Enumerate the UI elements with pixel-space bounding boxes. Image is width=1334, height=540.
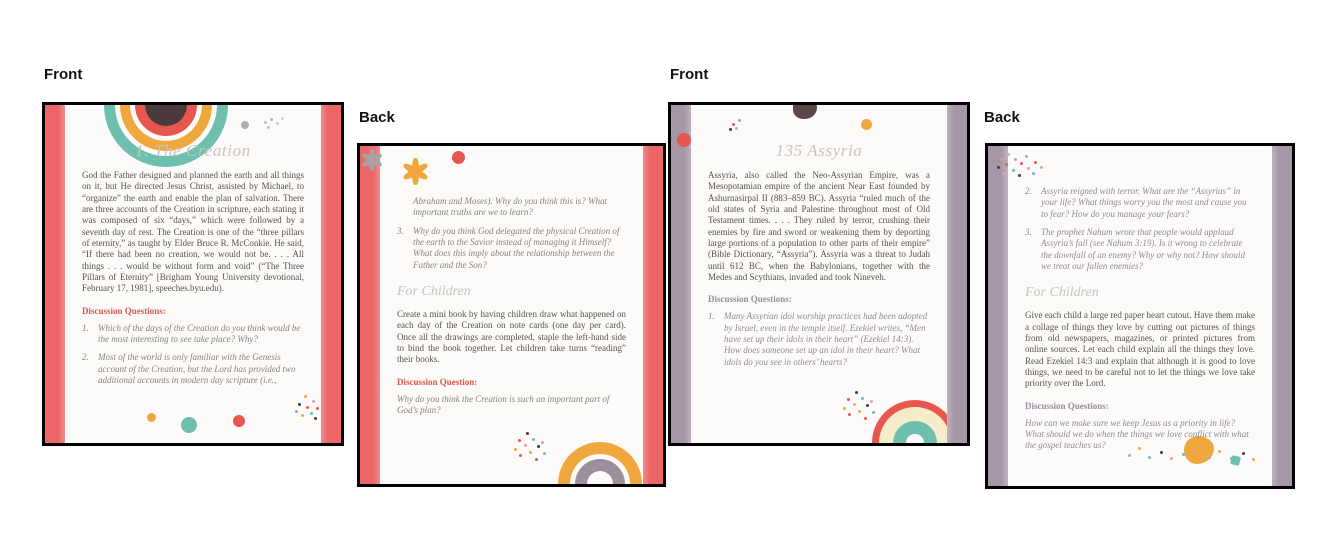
asterisk-flower-icon [361, 149, 383, 171]
question-item [708, 311, 930, 368]
card-title: 1. The Creation [135, 141, 251, 160]
card-stripe-left [671, 105, 691, 443]
flashcard-assyria-front [668, 102, 970, 446]
question-continuation-text: Abraham and Moses). Why do you think this is? What important truths are we to learn? [413, 196, 607, 218]
discussion-questions-text: How can we make sure we keep Jesus as a priority in life? What should we do when the things we love conflict with what the gospel teaches us? [1025, 417, 1249, 451]
flashcard-creation-front [42, 102, 344, 446]
card-content [1025, 146, 1255, 452]
question-item [82, 352, 304, 386]
question-item [1025, 186, 1255, 220]
card-stripe-right [1272, 146, 1292, 486]
card-stripe-left [988, 146, 1008, 486]
card-stripe-right [321, 105, 341, 443]
front-label: Front [670, 66, 709, 83]
for-children-heading: For Children [1025, 285, 1099, 301]
question-text: Many Assyrian idol worship practices had been adopted by Israel, even in the temple itself. Ezekiel writes, “Men have set up their idols in their heart” (Ezekiel 14:3). How does someone set up an idol in their heart? What idols do you see in others’ hearts? [724, 311, 928, 367]
for-children-body: Create a mini book by having children draw what happened on each day of the Creation on note cards (one day per card). Once all the drawings are completed, staple the left-hand side to bind the book together. Let children take turns “reading” their books. [397, 308, 626, 365]
question-item [397, 226, 626, 271]
question-number: 2. [1025, 186, 1032, 196]
question-item [1025, 227, 1255, 272]
card-stripe-right [643, 146, 663, 484]
back-label: Back [984, 109, 1020, 126]
question-number: 1. [82, 322, 89, 333]
question-text: Why do you think God delegated the physical Creation of the earth to the Savior instead of managing it Himself? What does this imply about the relationship between the Father and the Son? [413, 225, 620, 270]
flashcard-assyria-back [985, 143, 1295, 489]
card-body-text: Assyria, also called the Neo-Assyrian Empire, was a Mesopotamian empire of the ancient Near East founded by Ashurnasirpal II (883–859 BC). Assyria “ruled much of the old states of Syria and Palestine throughout most of Old Testament times. . . . They ruled by terror, crushing their enemies by fire and sword or weakening them by deporting large portions of a population to other parts of their empire” (Bible Dictionary, “Assyria”). Assyria was a threat to Judah until 612 BC, when the Babylonians, together with the Medes and Scythians, invaded and took Nineveh. [708, 170, 930, 282]
card-title: 135 Assyria [775, 141, 863, 160]
confetti-dots [992, 152, 995, 155]
card-content [708, 105, 930, 368]
for-children-heading: For Children [397, 283, 471, 299]
question-number: 1. [708, 311, 715, 322]
flashcard-creation-back [357, 143, 666, 487]
card-body-text: God the Father designed and planned the earth and all things on it, but He directed Jesus Christ, assisted by Michael, to “organize” the earth and enable the plan of salvation. There are three accounts of the Creation in scripture, each stating it was composed of six “days,” which were followed by a seventh day of rest. The Creation is one of the “three pillars of eternity,” as taught by Elder Bruce R. McConkie. He said, “If there had been no creation, we would not be. . . . All things . . . would be without form and void” (“The Three Pillars of Eternity” [Brigham Young University devotional, February 17, 1981], speeches.byu.edu). [82, 170, 304, 294]
question-text: Most of the world is only familiar with the Genesis account of the Creation, but the Lord has provided two additional accounts in modern day scripture (i.e., [98, 352, 296, 385]
discussion-questions-heading: Discussion Questions: [708, 294, 792, 305]
discussion-question-heading: Discussion Question: [397, 376, 478, 387]
question-text: The prophet Nahum wrote that people would applaud Assyria’s fall (see Nahum 3:19). Is it wrong to celebrate the downfall of an enemy? Why or why not? How should we treat our fallen enemies? [1041, 226, 1245, 271]
card-stripe-left [45, 105, 65, 443]
card-stripe-right [947, 105, 967, 443]
red-dot-icon [677, 133, 691, 147]
question-text: Assyria reigned with terror. What are the “Assyrias” in your life? What things worry you the most and cause you to fear? How do you manage your fears? [1041, 186, 1247, 219]
question-item [82, 323, 304, 346]
discussion-question-text: Why do you think the Creation is such an important part of God’s plan? [397, 393, 610, 415]
question-number: 3. [397, 225, 404, 236]
question-number: 3. [1025, 226, 1032, 237]
teal-dot-icon [181, 417, 197, 433]
card-content [82, 105, 304, 386]
confetti-dots [291, 397, 294, 400]
square-confetti-icon [1230, 455, 1241, 466]
front-label: Front [44, 66, 83, 83]
discussion-questions-heading: Discussion Questions: [1025, 400, 1109, 411]
card-content [397, 146, 626, 416]
question-number: 2. [82, 352, 89, 363]
red-dot-icon [233, 415, 245, 427]
card-stripe-left [360, 146, 380, 484]
confetti-dots [839, 393, 842, 396]
discussion-questions-heading: Discussion Questions: [82, 305, 166, 316]
back-label: Back [359, 109, 395, 126]
for-children-body: Give each child a large red paper heart cutout. Have them make a collage of things they love by cutting out pictures of things from old newspapers, magazines, or printed pictures from online sources. Let each child explain all the things they love. Read Ezekiel 14:3 and explain that although it is good to love things, we need to be careful not to let the things we love take priority over the Lord. [1025, 310, 1255, 389]
question-text: Which of the days of the Creation do you think would be the most interesting to see take place? Why? [98, 322, 301, 344]
confetti-dots [510, 434, 513, 437]
orange-dot-icon [147, 413, 156, 422]
